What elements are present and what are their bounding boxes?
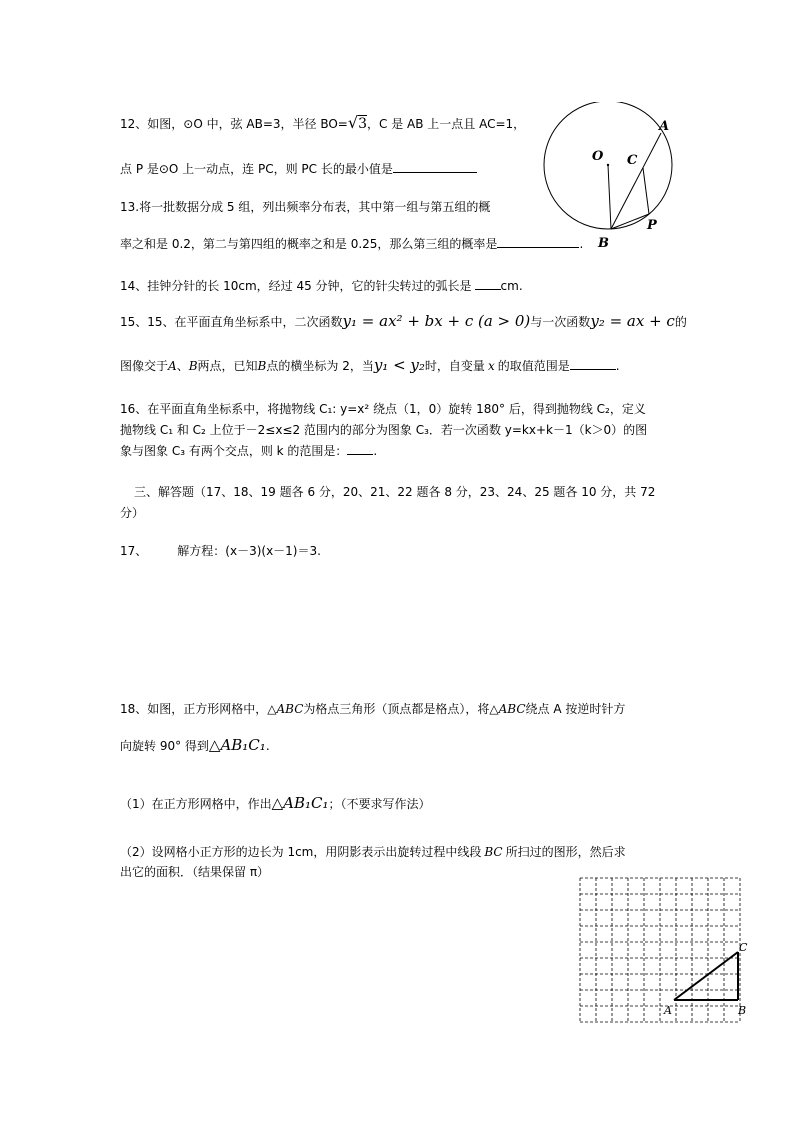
q12-text-b: ，C 是 AB 上一点且 AC=1， (367, 117, 526, 131)
q15-answer-blank[interactable] (570, 357, 616, 370)
label-c: C (627, 153, 638, 168)
label-b: B (598, 236, 609, 251)
q12-text-line2: 点 P 是⊙O 上一动点，连 PC，则 PC 长的最小值是 (120, 162, 393, 176)
label-p: P (647, 218, 657, 233)
grid-label-c: C (739, 941, 748, 954)
grid-figure (578, 876, 754, 1034)
segment-ac (674, 952, 738, 1000)
q16-line1 (120, 400, 646, 418)
section3-text-line2: 分） (120, 506, 145, 520)
q13-line2 (120, 235, 583, 253)
q15-end: . (615, 359, 620, 373)
q13-text-line2: 率之和是 0.2，第二与第四组的概率之和是 0.25，那么第三组的概率是 (120, 237, 498, 251)
chord-ab (611, 133, 661, 229)
segment-bp (611, 214, 649, 229)
q12-answer-blank[interactable] (393, 160, 477, 173)
q15-prefix: 15、15、在平面直角坐标系中，二次函数 (120, 315, 343, 329)
q12-line1 (120, 114, 525, 133)
section3-text-line1: 三、解答题（17、18、19 题各 6 分，20、21、22 题各 8 分，23、24、25 题各 10 分，共 72 (134, 485, 656, 499)
q18-line2 (120, 736, 270, 755)
sqrt-value: 3 (358, 116, 367, 132)
q15-line2-c: 点的横坐标为 2，当 (266, 359, 374, 373)
section3-heading-cont (120, 504, 144, 522)
q16-line3 (120, 442, 377, 460)
q16-answer-blank[interactable] (347, 442, 373, 455)
q18-part2-a: （2）设网格小正方形的边长为 1cm，用阴影表示出旋转过程中线段 (120, 845, 482, 859)
q18-line1-b: 为格点三角形（顶点都是格点），将△ (303, 702, 499, 716)
q12-text-a: 12、如图，⊙O 中，弦 AB=3，半径 BO= (120, 117, 348, 131)
q18-line2-a: 向旋转 90° 得到 (120, 739, 209, 753)
q14-line (120, 277, 523, 295)
q18-part1 (120, 794, 431, 813)
q16-text-line1: 16、在平面直角坐标系中，将抛物线 C₁: y=x² 绕点（1，0）旋转 180° 后，得到抛物线 C₂，定义 (120, 402, 646, 416)
q18-part1-triangle: △AB₁C₁ (271, 794, 329, 812)
q15-point-b-2: B (257, 359, 267, 373)
q15-mid: 与一次函数 (530, 315, 591, 329)
q15-line2-b: 两点，已知 (197, 359, 258, 373)
q13-text-line1: 13.将一批数据分成 5 组，列出频率分布表，其中第一组与第五组的概 (120, 200, 491, 214)
q15-line2 (120, 356, 620, 375)
q16-text-line2: 抛物线 C₁ 和 C₂ 上位于－2≤x≤2 范围内的部分为图象 C₃．若一次函数 y=kx+k－1（k＞0）的图 (120, 423, 648, 437)
q14-text-b: cm. (500, 279, 523, 293)
section3-heading (134, 483, 655, 501)
q15-formula-linear: y₂ = ax + c (590, 312, 675, 330)
q17-line (120, 542, 321, 560)
q18-triangle-ab1c1: △AB₁C₁ (208, 736, 266, 754)
q15-point-a: A (168, 359, 177, 373)
q18-part2-line2: 出它的面积．（结果保留 π） (120, 865, 270, 879)
q18-bc: BC (484, 845, 503, 859)
segment-pc (643, 168, 649, 214)
q18-part2-line2 (120, 863, 269, 881)
q13-line1 (120, 198, 490, 216)
q16-line2 (120, 421, 647, 439)
q15-suffix: 的 (674, 315, 687, 329)
q18-part2-b: 所扫过的图形，然后求 (505, 845, 626, 859)
center-point (607, 164, 609, 166)
q14-answer-blank[interactable] (475, 277, 501, 290)
grid-label-b: B (738, 1004, 747, 1017)
q18-part1-a: （1）在正方形网格中，作出 (120, 797, 272, 811)
label-a: A (659, 119, 670, 134)
q18-line2-end: . (265, 739, 270, 753)
q15-point-b: B (188, 359, 198, 373)
q15-line2-d: 时，自变量 (424, 359, 485, 373)
q18-line1-a: 18、如图，正方形网格中，△ (120, 702, 277, 716)
q15-formula-quadratic: y₁ = ax² + bx + c (a > 0) (342, 312, 531, 330)
q13-end: . (579, 237, 584, 251)
q17-number: 17、 (120, 544, 148, 558)
q15-inequality: y₁ < y₂ (373, 356, 425, 374)
q18-part1-b: ；（不要求写作法） (328, 797, 431, 811)
q12-line2 (120, 160, 477, 178)
q15-sep: 、 (176, 359, 189, 373)
q18-part2-line1 (120, 843, 626, 861)
grid-label-a: A (664, 1004, 672, 1017)
circle-figure (540, 102, 680, 252)
q15-var-x: x (487, 359, 495, 373)
q17-text: 解方程：(x－3)(x－1)＝3. (177, 544, 321, 558)
q18-line1 (120, 700, 625, 718)
sqrt-symbol: √ (347, 113, 359, 132)
q16-end: . (373, 444, 378, 458)
q18-abc-1: ABC (276, 702, 304, 716)
q18-line1-c: 绕点 A 按逆时针方 (525, 702, 626, 716)
label-o: O (592, 149, 604, 164)
q18-abc-2: ABC (498, 702, 526, 716)
q16-text-line3: 象与图象 C₃ 有两个交点，则 k 的范围是： (120, 444, 348, 458)
q15-line2-a: 图像交于 (120, 359, 169, 373)
radius-bo (608, 165, 611, 229)
q15-line2-e: 的取值范围是 (497, 359, 570, 373)
q15-line1 (120, 312, 687, 331)
q14-text-a: 14、挂钟分针的长 10cm，经过 45 分钟，它的针尖转过的弧长是 (120, 279, 472, 293)
